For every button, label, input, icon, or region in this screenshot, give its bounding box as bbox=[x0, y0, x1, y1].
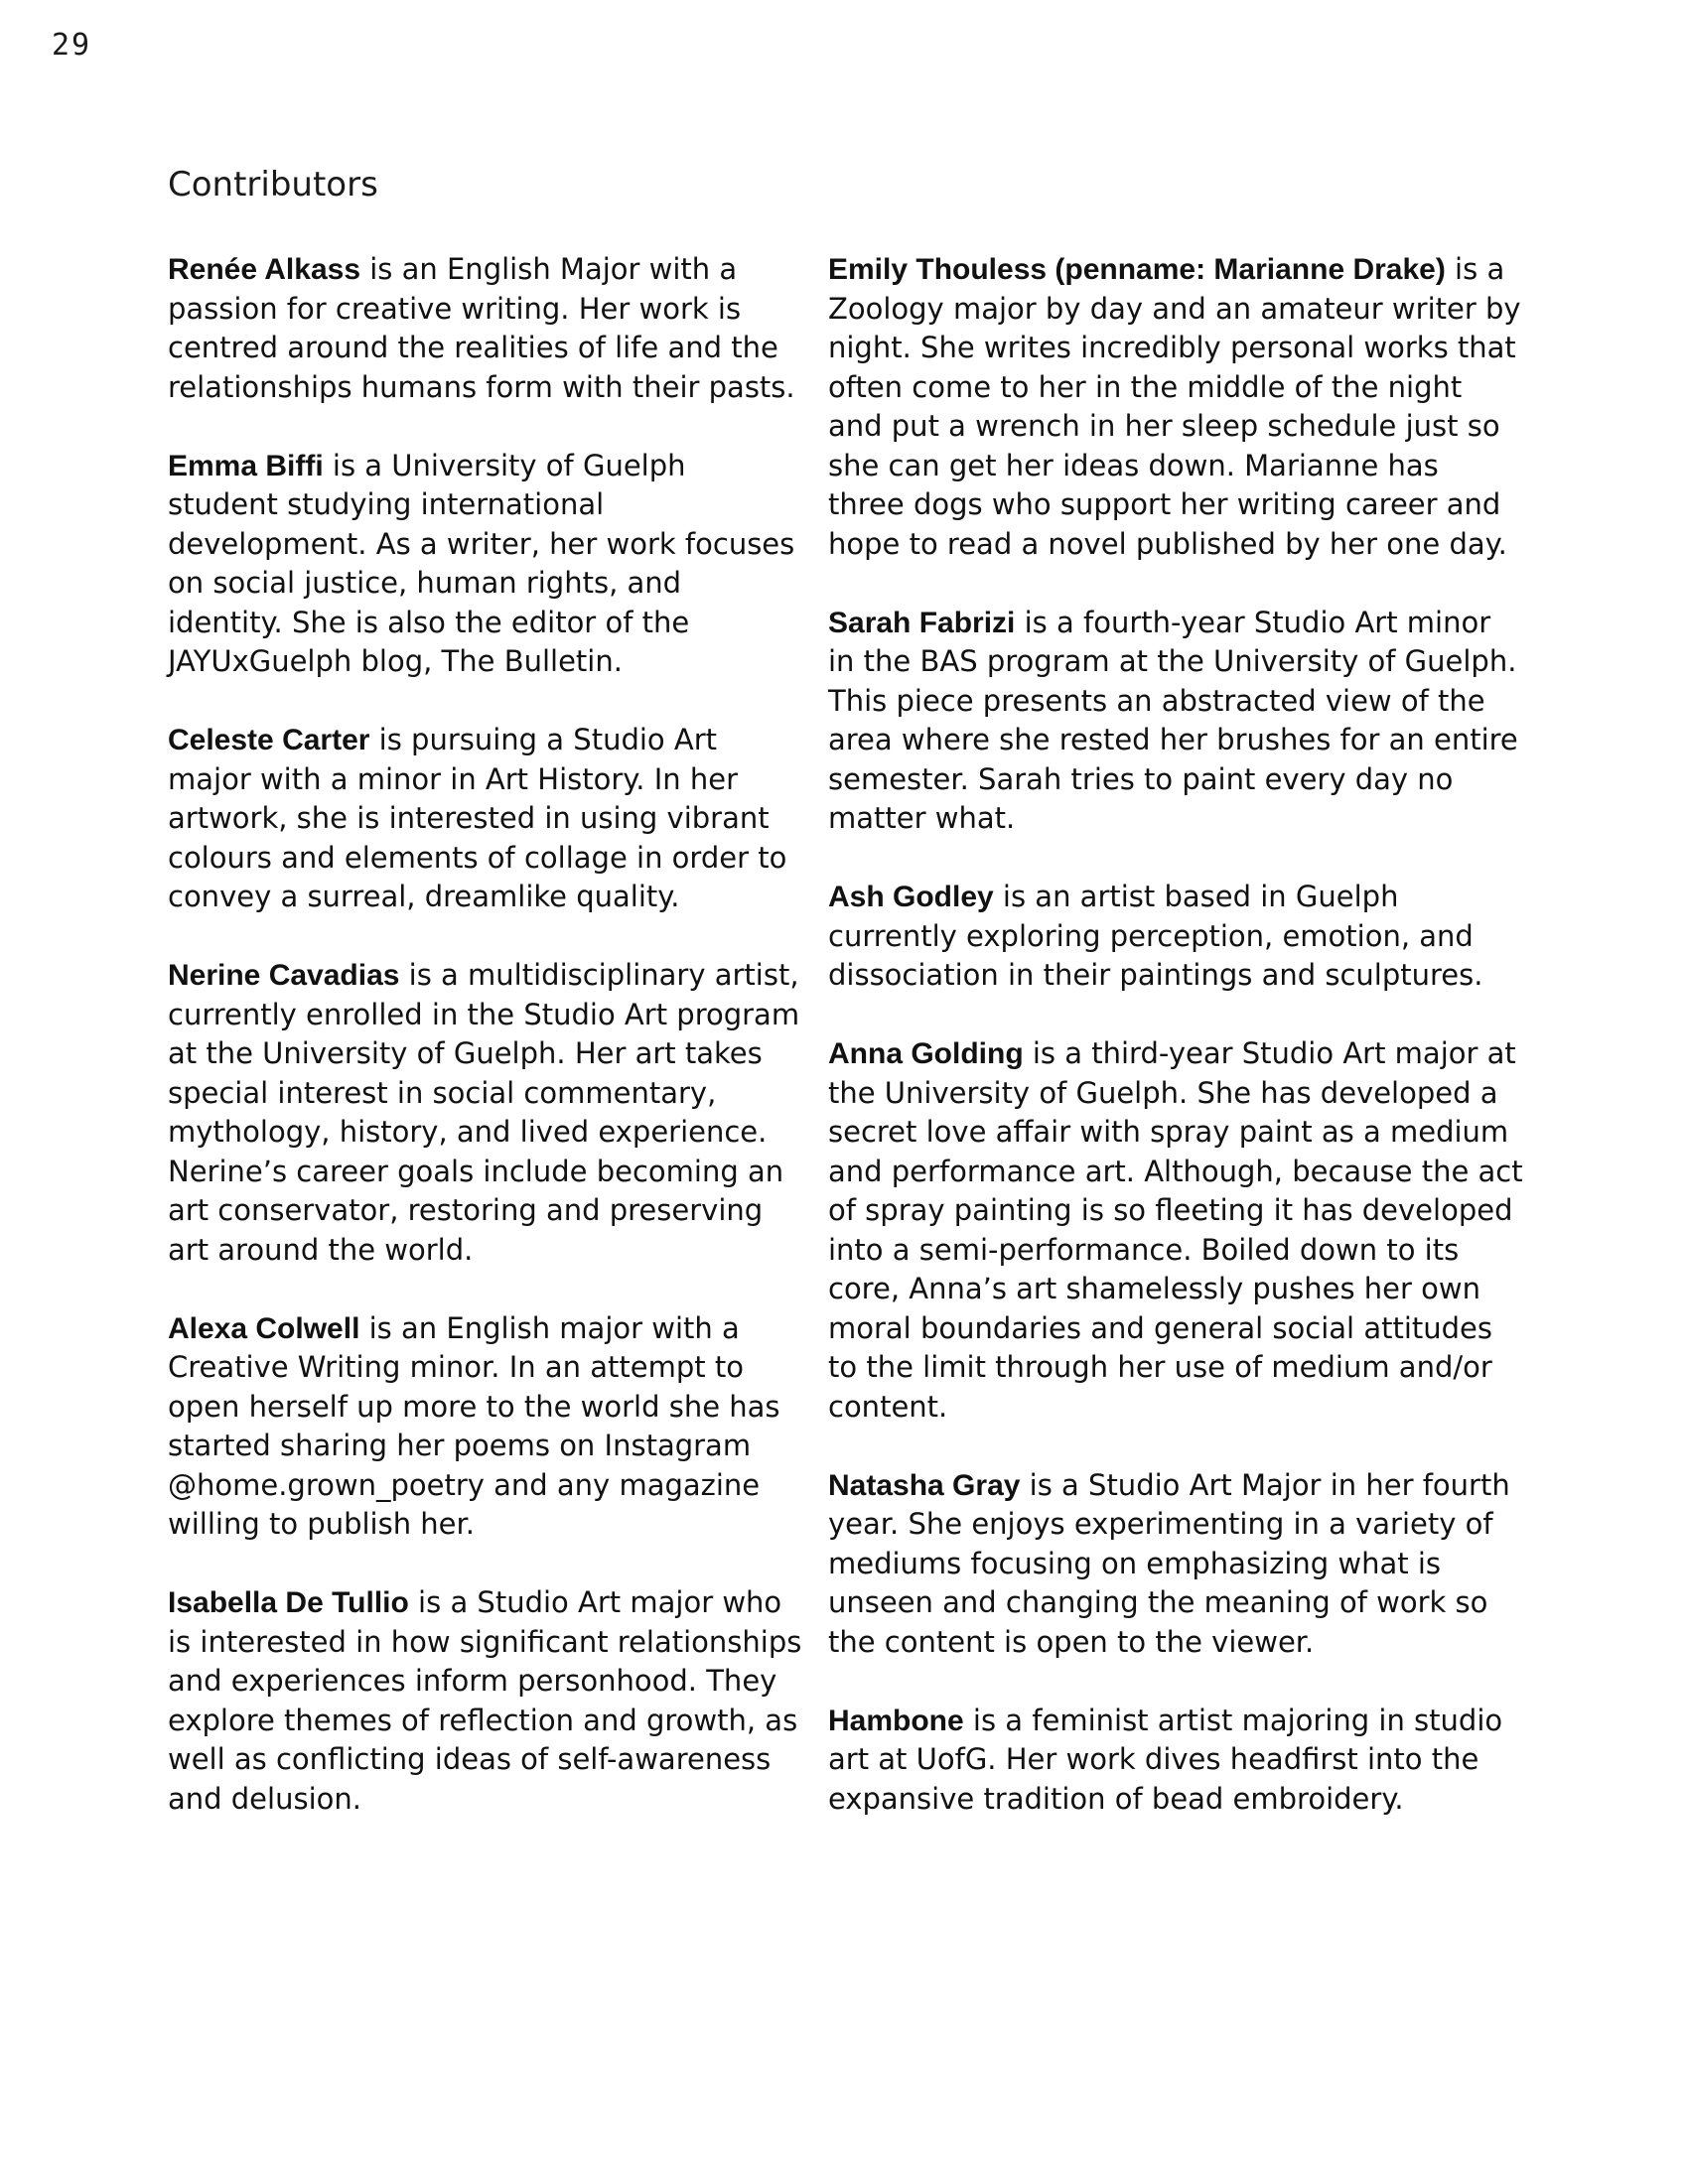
left-column bbox=[168, 250, 803, 1858]
contributor-name: Natasha Gray bbox=[828, 1468, 1021, 1502]
contributor-name: Alexa Colwell bbox=[168, 1311, 360, 1345]
bio-entry-alexa-colwell bbox=[168, 1309, 803, 1545]
contributor-bio: is a University of Guelph student studying international development. As a writer, her work focuses on social justice, human rights, and identity. She is also the editor of the JAYUxGuelph blog, The Bulletin. bbox=[168, 448, 795, 678]
contributor-name: Hambone bbox=[828, 1704, 964, 1737]
contributor-bio: is an English Major with a passion for creative writing. Her work is centred around the realities of life and the relationships humans form with their pasts. bbox=[168, 252, 795, 404]
bio-entry-nerine-cavadias bbox=[168, 956, 803, 1270]
page-number: 29 bbox=[52, 28, 92, 63]
bio-entry-natasha-gray bbox=[828, 1466, 1523, 1663]
contributor-name: Ash Godley bbox=[828, 881, 994, 913]
bio-entry-ash-godley bbox=[828, 878, 1523, 996]
contributor-name: Isabella De Tullio bbox=[168, 1586, 409, 1619]
contributor-bio: is a fourth-year Studio Art minor in the BAS program at the University of Guelph. This piece presents an abstracted view of the area where she rested her brushes for an entire semester. Sarah tries to paint every day no matter what. bbox=[828, 605, 1518, 835]
contributor-name: Emily Thouless (penname: Marianne Drake) bbox=[828, 253, 1446, 286]
contributor-name: Sarah Fabrizi bbox=[828, 606, 1016, 639]
bio-entry-anna-golding bbox=[828, 1034, 1523, 1427]
contributor-bio: is a Studio Art Major in her fourth year. She enjoys experimenting in a variety of mediums focusing on emphasizing what is unseen and changing the meaning of work so the content is open to the viewer. bbox=[828, 1467, 1510, 1659]
page-title: Contributors bbox=[168, 165, 378, 205]
contributor-bio: is a multidisciplinary artist, currently enrolled in the Studio Art program at the University of Guelph. Her art takes special interest in social commentary, mythology, history, and lived experience. Nerine’s career goals include becoming an art conservator, restoring and preserving art around the world. bbox=[168, 958, 800, 1267]
contributor-bio: is pursuing a Studio Art major with a minor in Art History. In her artwork, she is interested in using vibrant colours and elements of collage in order to convey a surreal, dreamlike quality. bbox=[168, 723, 787, 913]
contributor-name: Nerine Cavadias bbox=[168, 959, 400, 992]
contributor-bio: is a third-year Studio Art major at the University of Guelph. She has developed a secret love affair with spray paint as a medium and performance art. Although, because the act of spray painting is so fleeting it has developed into a semi-performance. Boiled down to its core, Anna’s art shamelessly pushes her own moral boundaries and general social attitudes to the limit through her use of medium and/or content. bbox=[828, 1036, 1523, 1424]
contributor-bio: is a feminist artist majoring in studio art at UofG. Her work dives headfirst into the expansive tradition of bead embroidery. bbox=[828, 1703, 1503, 1816]
contributor-name: Celeste Carter bbox=[168, 724, 370, 756]
contributor-bio: is an artist based in Guelph currently exploring perception, emotion, and dissociation in their paintings and sculptures. bbox=[828, 880, 1483, 992]
contributor-name: Renée Alkass bbox=[168, 253, 361, 286]
contributor-name: Emma Biffi bbox=[168, 449, 324, 482]
bio-entry-sarah-fabrizi bbox=[828, 604, 1523, 839]
bio-entry-emma-biffi bbox=[168, 447, 803, 682]
bio-entry-renee-alkass bbox=[168, 250, 803, 407]
contributor-name: Anna Golding bbox=[828, 1037, 1024, 1070]
bio-entry-celeste-carter bbox=[168, 721, 803, 917]
contributor-bio: is a Zoology major by day and an amateur writer by night. She writes incredibly personal works that often come to her in the middle of the night and put a wrench in her sleep schedule just so she can get her ideas down. Marianne has three dogs who support her writing career and hope to read a novel published by her one day. bbox=[828, 252, 1521, 561]
bio-entry-isabella-de-tullio bbox=[168, 1583, 803, 1819]
contributor-bio: is a Studio Art major who is interested in how significant relationships and experiences inform personhood. They explore themes of reflection and growth, as well as conflicting ideas of self-awareness and delusion. bbox=[168, 1585, 802, 1816]
right-column bbox=[828, 250, 1523, 1858]
bio-entry-hambone bbox=[828, 1702, 1523, 1820]
bio-entry-emily-thouless bbox=[828, 250, 1523, 564]
contributor-bio: is an English major with a Creative Writing minor. In an attempt to open herself up more to the world she has started sharing her poems on Instagram @home.grown_poetry and any magazine willing to publish her. bbox=[168, 1310, 780, 1541]
